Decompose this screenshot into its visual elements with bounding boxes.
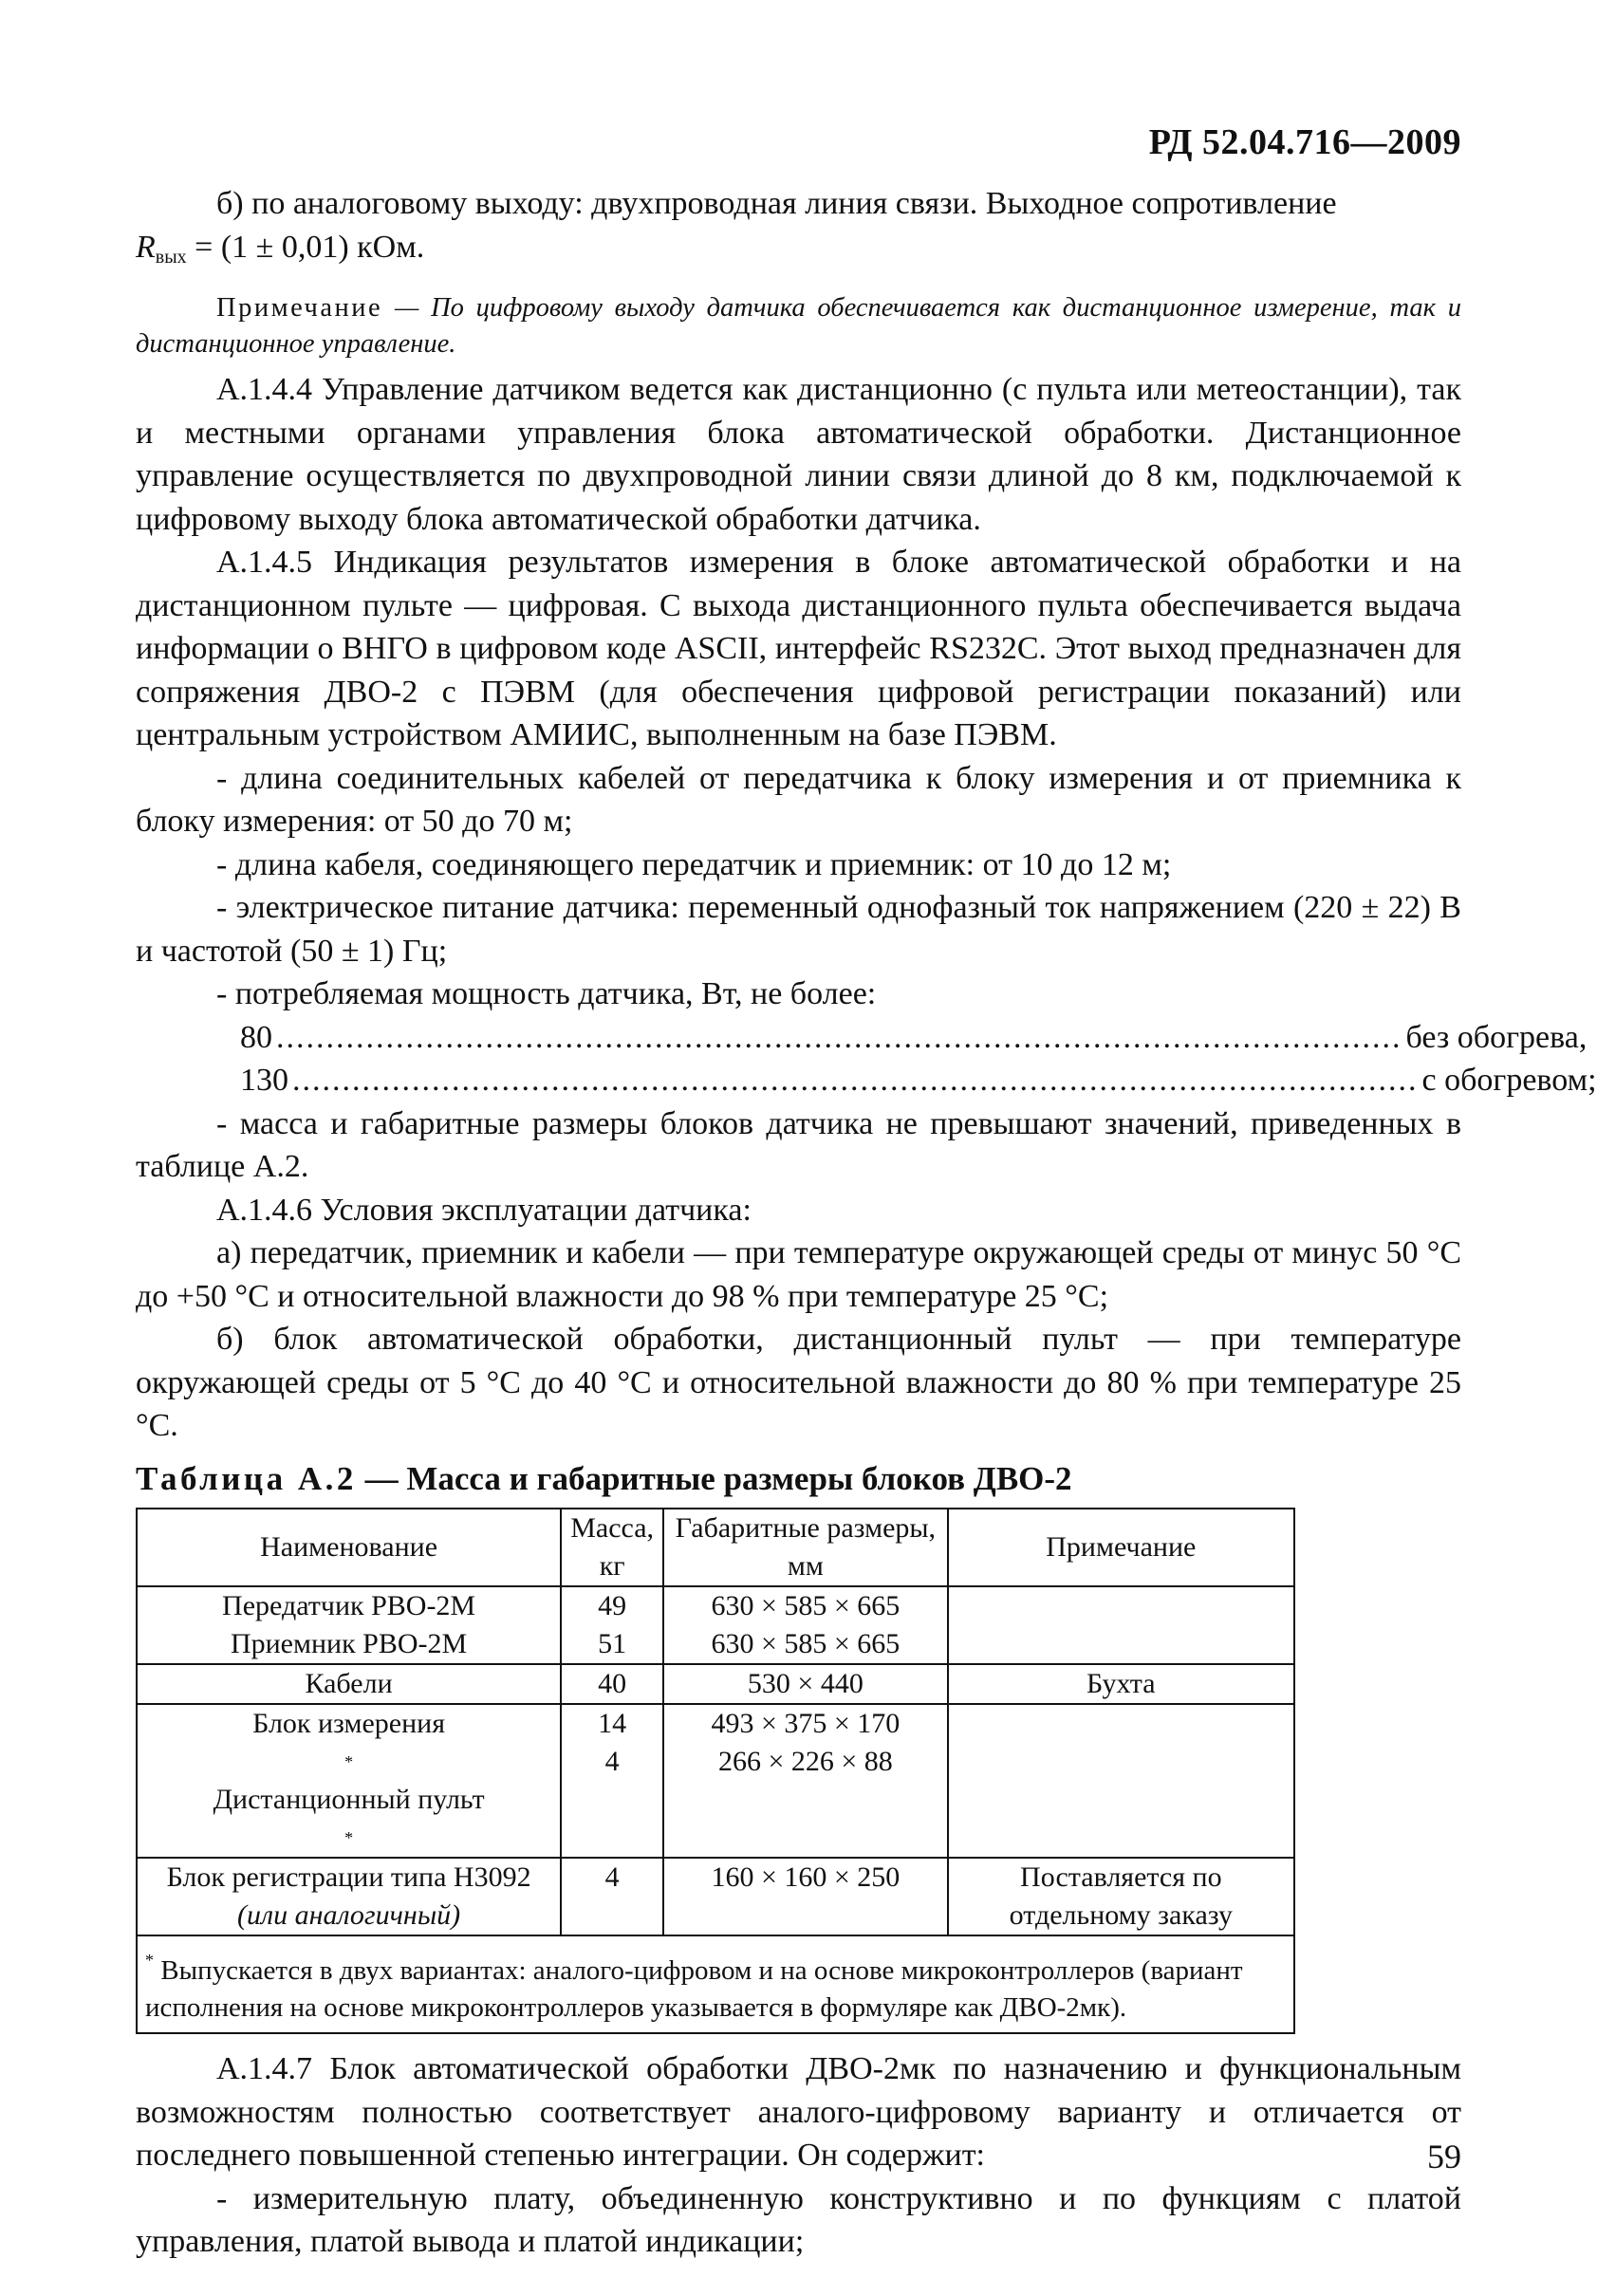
- power-row-no-heating: [136, 1016, 1588, 1060]
- mass-dimensions-table: [136, 1508, 1295, 2034]
- cell-line: (или аналогичный): [237, 1899, 461, 1931]
- cell-line: 51: [598, 1628, 627, 1659]
- cell-text: Блок измерения: [252, 1708, 446, 1739]
- table-cell: Бухта: [948, 1664, 1294, 1704]
- cell-line: 630 × 585 × 665: [711, 1628, 901, 1659]
- power-value: 80: [240, 1019, 272, 1055]
- column-header: Габаритные размеры, мм: [663, 1509, 948, 1586]
- bullet-cable-length: - длина соединительных кабелей от передатчика к блоку измерения и от приемника к блоку измерения: от 50 до 70 м;: [136, 760, 1461, 839]
- table-cell: [561, 1586, 663, 1664]
- dot-leader: .................................................................................................................: [276, 1019, 1402, 1055]
- column-header: Примечание: [948, 1509, 1294, 1586]
- footnote-mark: *: [344, 1828, 354, 1847]
- table-footnote-row: [137, 1935, 1294, 2033]
- condition-a: а) передатчик, приемник и кабели — при температуре окружающей среды от минус 50 °С до +50 °С и относительной влажности до 98 % при температуре 25 °С;: [136, 1235, 1461, 1314]
- bullet-power-consumption: - потребляемая мощность датчика, Вт, не более:: [216, 976, 877, 1011]
- table-cell: 530 × 440: [663, 1664, 948, 1704]
- table-cell: 4: [561, 1858, 663, 1935]
- table-cell: 160 × 160 × 250: [663, 1858, 948, 1935]
- cell-line: Блок регистрации типа Н3092: [166, 1861, 531, 1893]
- table-cell: [561, 1704, 663, 1858]
- cell-text: Дистанционный пульт: [213, 1784, 485, 1815]
- paragraph-analog-output: б) по аналоговому выходу: двухпроводная линия связи. Выходное сопротивление: [216, 186, 1337, 221]
- power-label: без обогрева,: [1405, 1019, 1588, 1055]
- paragraph-a146: А.1.4.6 Условия эксплуатации датчика:: [216, 1192, 752, 1228]
- page-content: [136, 182, 1597, 2264]
- bullet-measuring-board: - измерительную плату, объединенную конструктивно и по функциям с платой управления, платой вывода и платой индикации;: [136, 2180, 1461, 2259]
- table-cell: Поставляется по отдельному заказу: [948, 1858, 1294, 1935]
- power-value: 130: [240, 1063, 288, 1098]
- table-cell: [948, 1586, 1294, 1664]
- note-paragraph: [136, 290, 1461, 362]
- table-row: [137, 1664, 1294, 1704]
- cell-line: 630 × 585 × 665: [711, 1590, 901, 1621]
- power-row-heating: [136, 1059, 1597, 1102]
- cell-line: [143, 1781, 554, 1857]
- table-row: [137, 1586, 1294, 1664]
- resistance-subscript: вых: [155, 246, 187, 268]
- paragraph-output-resistance: [136, 226, 1461, 280]
- cell-line: [143, 1705, 554, 1781]
- power-label: с обогревом;: [1421, 1063, 1597, 1098]
- paragraph-a145: А.1.4.5 Индикация результатов измерения в блоке автоматической обработки и на дистанционном пульте — цифровая. С выхода дистанционного пульта обеспечивается выдача информации о ВНГО в цифровом коде ASCII, интерфейс RS232C. Этот выход предназначен для сопряжения ДВО-2 с ПЭВМ (для обеспечения цифровой регистрации показаний) или центральным устройством АМИИС, выполненным на базе ПЭВМ.: [136, 545, 1461, 752]
- bullet-mass-dimensions: - масса и габаритные размеры блоков датчика не превышают значений, приведенных в таблице А.2.: [136, 1105, 1461, 1184]
- column-header: Масса, кг: [561, 1509, 663, 1586]
- table-row: [137, 1704, 1294, 1858]
- page-number: 59: [1427, 2138, 1461, 2176]
- table-footnote: [137, 1935, 1294, 2033]
- table-cell: [137, 1586, 561, 1664]
- footnote-mark: *: [145, 1951, 154, 1970]
- note-text: — По цифровому выходу датчика обеспечивается как дистанционное измерение, так и дистанционное управление.: [136, 293, 1461, 359]
- resistance-symbol: R: [136, 229, 156, 265]
- note-label: Примечание: [216, 293, 383, 323]
- cell-line: Приемник РВО-2М: [230, 1628, 468, 1659]
- bullet-power-supply: - электрическое питание датчика: переменный однофазный ток напряжением (220 ± 22) В и частотой (50 ± 1) Гц;: [136, 890, 1461, 969]
- table-cell: Кабели: [137, 1664, 561, 1704]
- table-caption: [136, 1457, 1461, 1501]
- cell-line: 49: [598, 1590, 627, 1621]
- cell-line: 493 × 375 × 170: [711, 1708, 901, 1739]
- document-code-header: РД 52.04.716—2009: [1148, 122, 1461, 162]
- dot-leader: .................................................................................................................: [292, 1063, 1419, 1098]
- column-header: Наименование: [137, 1509, 561, 1586]
- table-caption-text: — Масса и габаритные размеры блоков ДВО-2: [356, 1459, 1072, 1497]
- table-cell: 40: [561, 1664, 663, 1704]
- table-row: [137, 1858, 1294, 1935]
- table-cell: [663, 1586, 948, 1664]
- table-cell: [137, 1704, 561, 1858]
- table-cell: [663, 1704, 948, 1858]
- cell-line: 4: [604, 1746, 620, 1777]
- footnote-text: Выпускается в двух вариантах: аналого-цифровом и на основе микроконтроллеров (вариант исполнения на основе микроконтроллеров указывается в формуляре как ДВО-2мк).: [145, 1955, 1243, 2023]
- bullet-cable-between: - длина кабеля, соединяющего передатчик и приемник: от 10 до 12 м;: [216, 846, 1172, 882]
- table-cell: [137, 1858, 561, 1935]
- resistance-value: = (1 ± 0,01) кОм.: [186, 229, 425, 265]
- cell-line: 14: [598, 1708, 627, 1739]
- cell-line: 266 × 226 × 88: [717, 1746, 893, 1777]
- paragraph-a144: А.1.4.4 Управление датчиком ведется как дистанционно (с пульта или метеостанции), так и местными органами управления блока автоматической обработки. Дистанционное управление осуществляется по двухпроводной линии связи длиной до 8 км, подключаемой к цифровому выходу блока автоматической обработки датчика.: [136, 372, 1461, 537]
- table-cell: [948, 1704, 1294, 1858]
- paragraph-a147: А.1.4.7 Блок автоматической обработки ДВО-2мк по назначению и функциональным возможностям полностью соответствует аналого-цифровому варианту и отличается от последнего повышенной степенью интеграции. Он содержит:: [136, 2051, 1461, 2173]
- table-header-row: [137, 1509, 1294, 1586]
- table-caption-label: Таблица А.2: [136, 1459, 357, 1497]
- cell-line: Передатчик РВО-2М: [222, 1590, 476, 1621]
- footnote-mark: *: [344, 1752, 354, 1771]
- condition-b: б) блок автоматической обработки, дистанционный пульт — при температуре окружающей среды от 5 °С до 40 °С и относительной влажности до 80 % при температуре 25 °С.: [136, 1322, 1461, 1443]
